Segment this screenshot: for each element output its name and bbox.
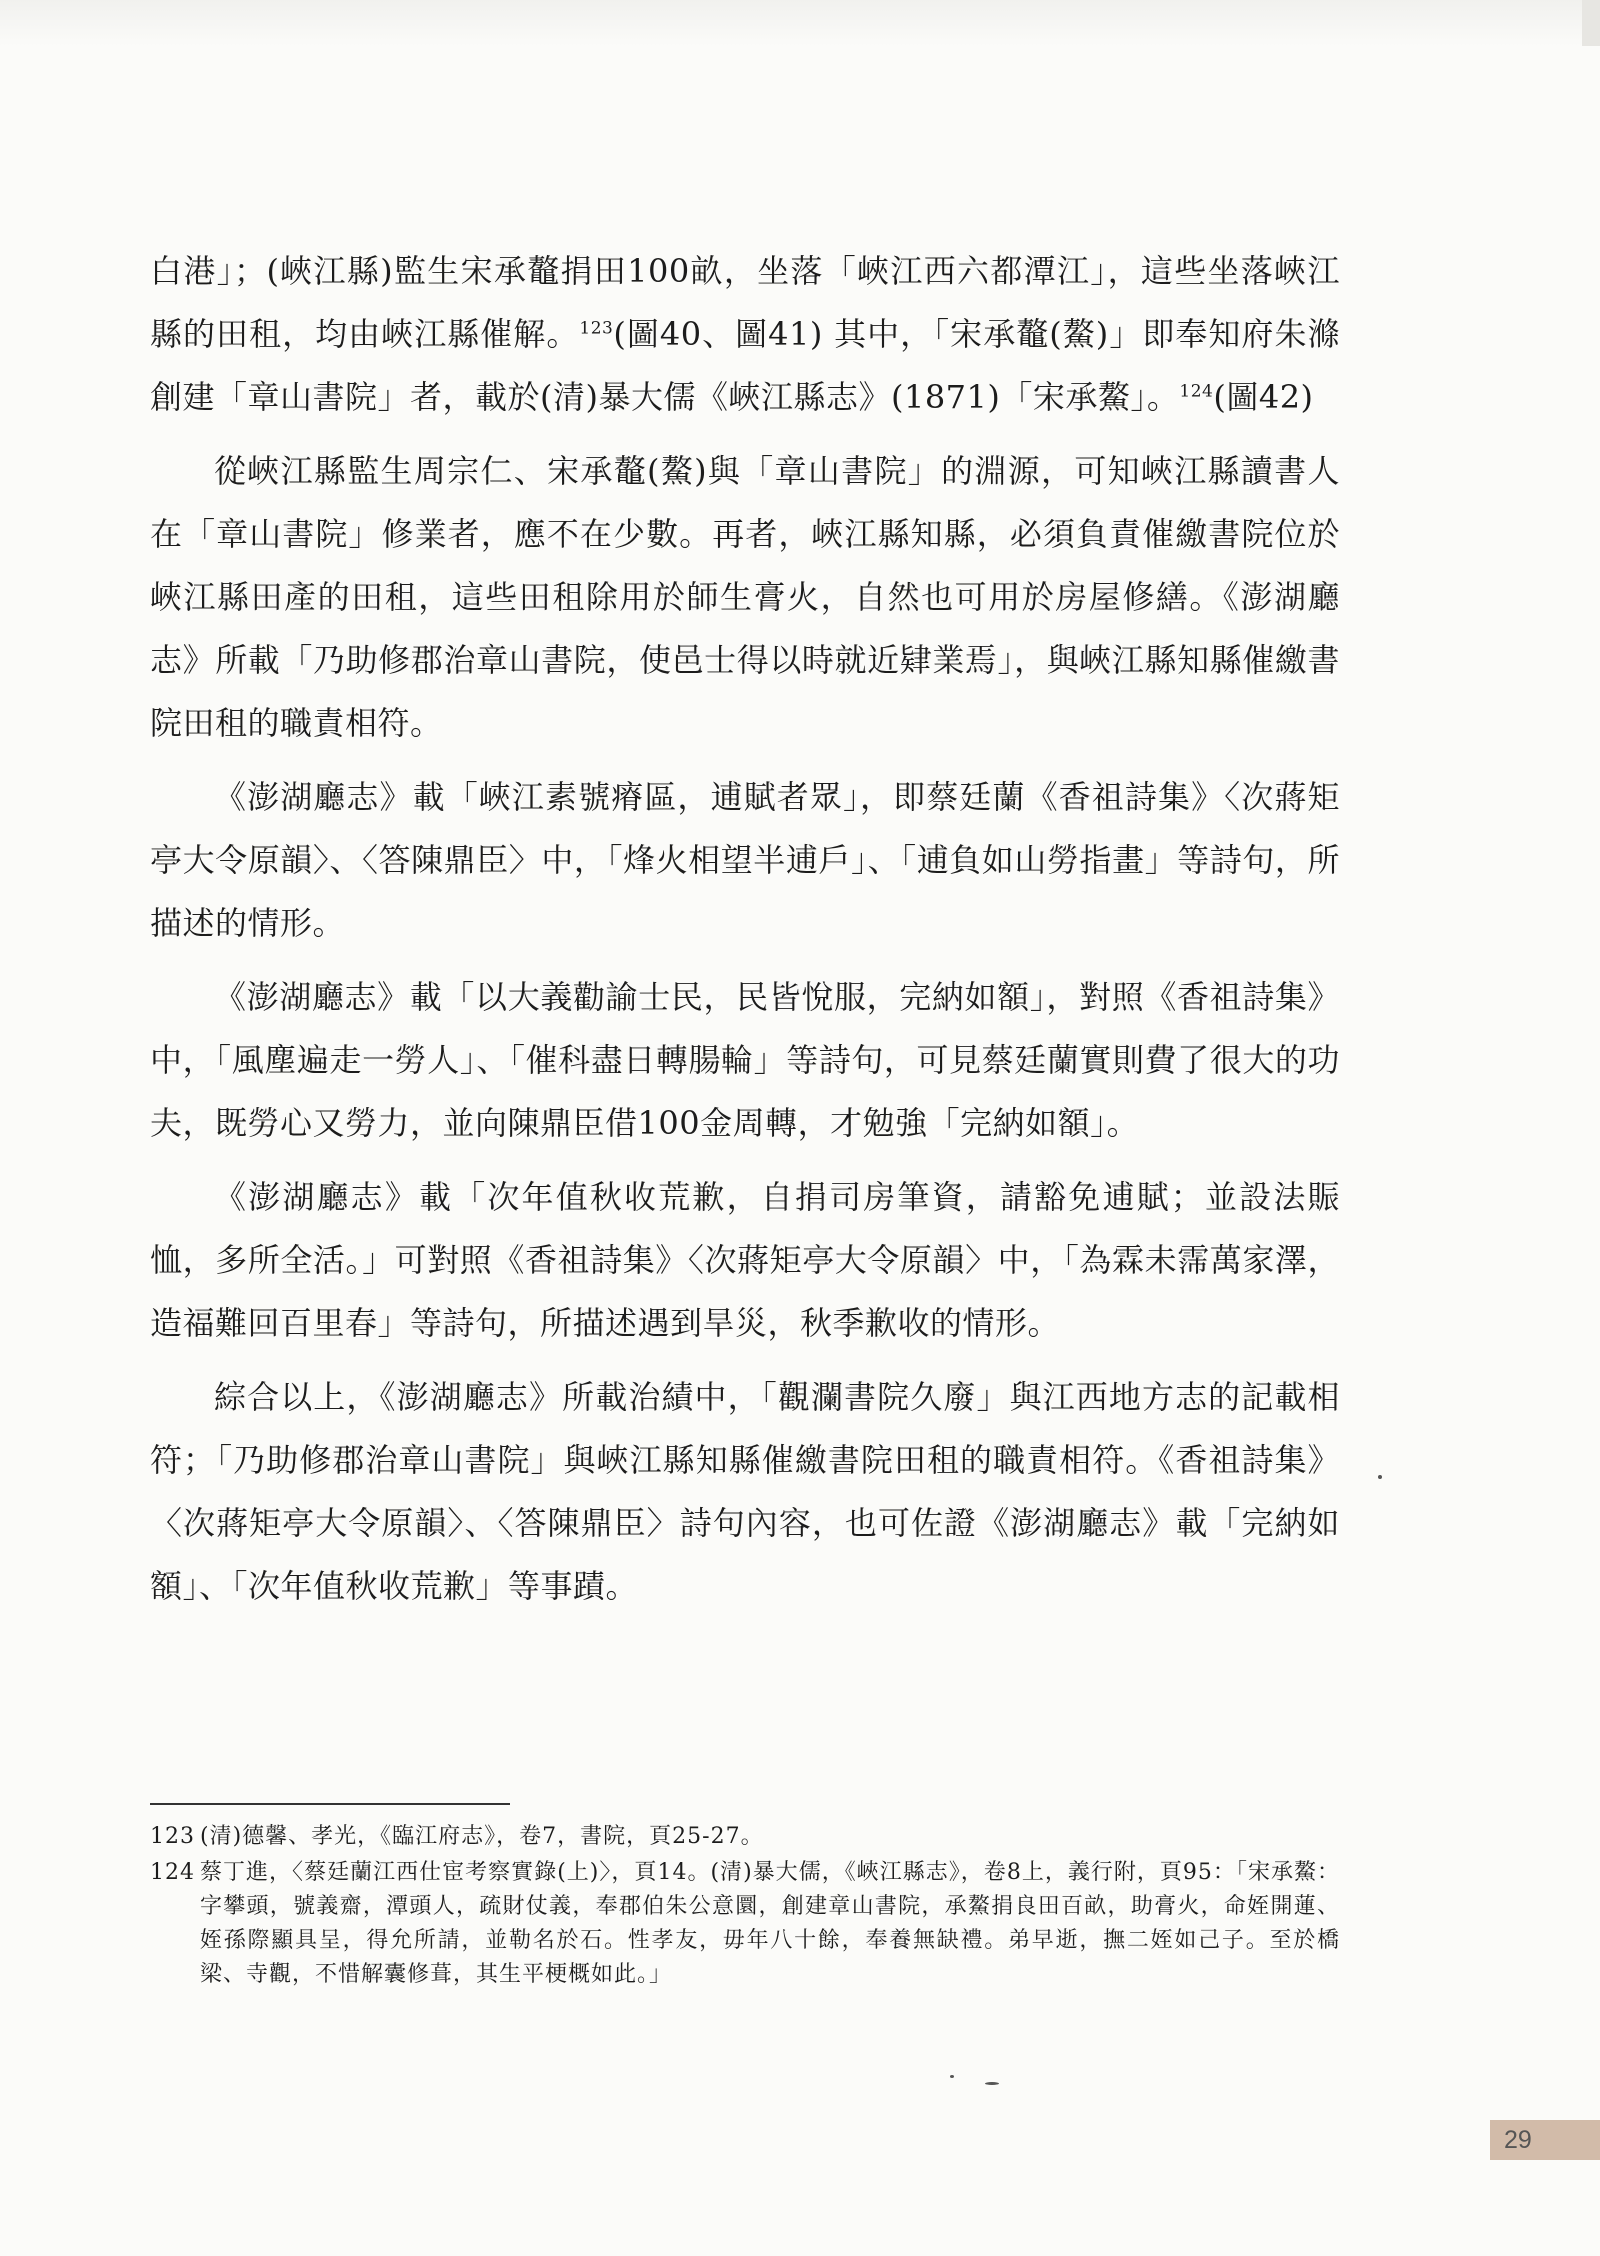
footnote-ref-123[interactable]: 123	[579, 318, 614, 339]
paragraph-5: 《澎湖廳志》載「次年值秋收荒歉，自捐司房筆資，請豁免逋賦；並設法賑恤，多所全活。」可對照《香祖詩集》〈次蔣矩亭大令原韻〉中，「為霖未霈萬家澤，造福難回百里春」等詩句，所描述遇到旱災，秋季歉收的情形。	[150, 1178, 1340, 1342]
scan-speck	[1378, 1475, 1382, 1479]
paragraph-1-middle: (圖40、圖41) 其中，「宋承鼇(鰲)」即奉知府朱滌創建「章山書院」者，載於(清)暴大儒《峽江縣志》(1871)「宋承鰲」。	[150, 315, 1340, 416]
footnote-ref-124[interactable]: 124	[1179, 381, 1214, 402]
footnotes	[150, 1820, 1340, 1994]
scan-speck	[985, 2082, 999, 2085]
paragraph-1-end: (圖42)	[1213, 378, 1314, 416]
footnote-divider	[150, 1803, 510, 1805]
scan-speck	[950, 2075, 954, 2078]
footnote-124	[150, 1856, 1340, 1992]
footnote-text: 蔡丁進，〈蔡廷蘭江西仕宦考察實錄(上)〉，頁14。(清)暴大儒，《峽江縣志》，卷8上，義行附，頁95：「宋承鰲：字攀頭，號義齋，潭頭人，疏財仗義，奉郡伯朱公意圜，創建章山書院，承鰲捐良田百畝，助膏火，命姪開蓮、姪孫際顯具呈，得允所請，並勒名於石。性孝友，毋年八十餘，奉養無缺禮。弟早逝，撫二姪如己子。至於橋梁、寺觀，不惜解囊修葺，其生平梗概如此。」	[200, 1860, 1340, 1987]
paragraph-1-text: 白港」；(峽江縣)監生宋承鼇捐田100畝，坐落「峽江西六都潭江」，這些坐落峽江縣的田租，均由峽江縣催解。	[150, 252, 1340, 353]
scan-top-shadow	[0, 0, 1600, 46]
scan-edge-mark	[1582, 0, 1600, 46]
footnote-text: (清)德馨、孝光，《臨江府志》，卷7，書院，頁25-27。	[200, 1824, 764, 1849]
paragraph-4: 《澎湖廳志》載「以大義勸諭士民，民皆悅服，完納如額」，對照《香祖詩集》中，「風塵遍走一勞人」、「催科盡日轉腸輪」等詩句，可見蔡廷蘭實則費了很大的功夫，既勞心又勞力，並向陳鼎臣借100金周轉，才勉強「完納如額」。	[150, 978, 1340, 1142]
paragraph-6: 綜合以上，《澎湖廳志》所載治績中，「觀瀾書院久廢」與江西地方志的記載相符；「乃助修郡治章山書院」與峽江縣知縣催繳書院田租的職責相符。《香祖詩集》〈次蔣矩亭大令原韻〉、〈答陳鼎臣〉詩句內容，也可佐證《澎湖廳志》載「完納如額」、「次年值秋收荒歉」等事蹟。	[150, 1378, 1340, 1605]
main-text	[150, 240, 1340, 1629]
footnote-number: 124	[150, 1860, 195, 1885]
footnote-number: 123	[150, 1824, 195, 1849]
paragraph-2: 從峽江縣監生周宗仁、宋承鼇(鰲)與「章山書院」的淵源，可知峽江縣讀書人在「章山書院」修業者，應不在少數。再者，峽江縣知縣，必須負責催繳書院位於峽江縣田產的田租，這些田租除用於師生膏火，自然也可用於房屋修繕。《澎湖廳志》所載「乃助修郡治章山書院，使邑士得以時就近肄業焉」，與峽江縣知縣催繳書院田租的職責相符。	[150, 452, 1340, 742]
page-number: 29	[1490, 2120, 1600, 2160]
paragraph-3: 《澎湖廳志》載「峽江素號瘠區，逋賦者眾」，即蔡廷蘭《香祖詩集》〈次蔣矩亭大令原韻〉、〈答陳鼎臣〉中，「烽火相望半逋戶」、「逋負如山勞指畫」等詩句，所描述的情形。	[150, 778, 1340, 942]
paragraph-1	[150, 240, 1340, 429]
footnote-123	[150, 1820, 1340, 1854]
